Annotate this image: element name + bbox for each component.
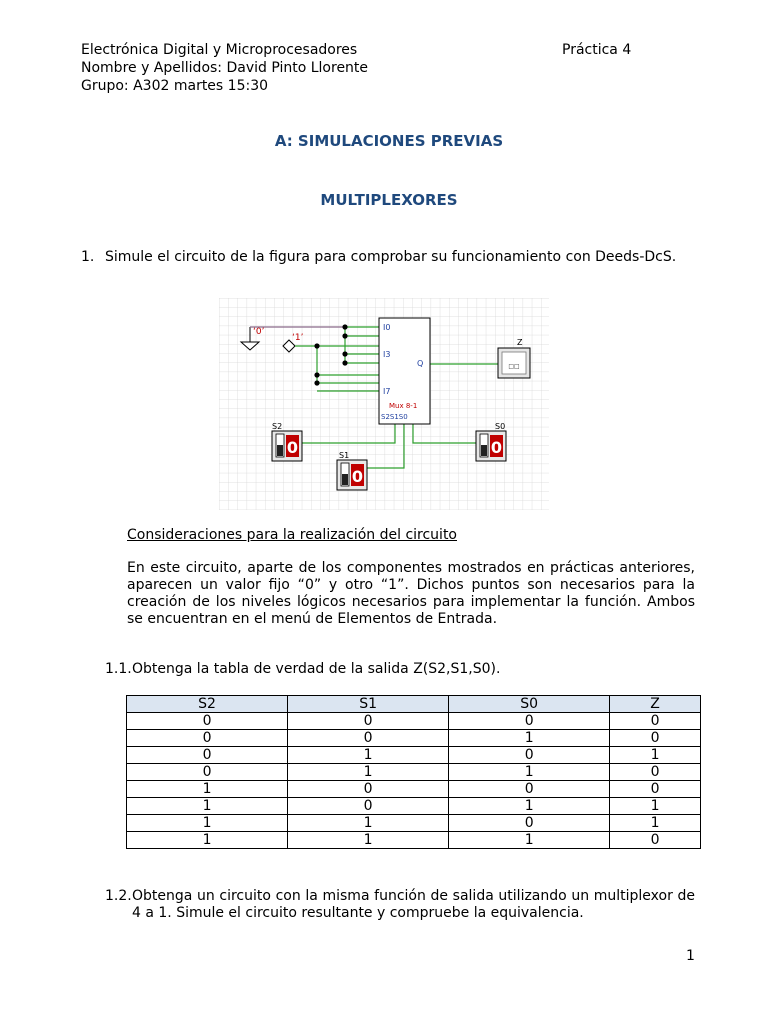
item1-text: Simule el circuito de la figura para comprobar su funcionamiento con Deeds-DcS. [105, 249, 677, 265]
header-z: Z [610, 696, 701, 713]
truth-table [126, 695, 701, 849]
cell-s0: 0 [449, 781, 610, 798]
mux-input-i7: I7 [383, 387, 391, 396]
cell-s1: 1 [288, 764, 449, 781]
cell-z: 1 [610, 798, 701, 815]
header-name: Nombre y Apellidos: David Pinto Llorente [81, 60, 369, 76]
cell-z: 0 [610, 781, 701, 798]
cell-s0: 1 [449, 764, 610, 781]
header-practice: Práctica 4 [562, 42, 632, 58]
table-row [127, 815, 701, 832]
cell-s1: 0 [288, 798, 449, 815]
cell-s1: 1 [288, 747, 449, 764]
cell-s0: 1 [449, 832, 610, 849]
cell-z: 1 [610, 815, 701, 832]
switch-s2-value: 0 [286, 438, 299, 457]
header-course: Electrónica Digital y Microprocesadores [81, 42, 358, 58]
switch-s2-label: S2 [272, 422, 283, 431]
cell-s1: 1 [288, 815, 449, 832]
cell-s0: 0 [449, 815, 610, 832]
cell-s1: 0 [288, 781, 449, 798]
cell-z: 1 [610, 747, 701, 764]
mux-input-i0: I0 [383, 323, 391, 332]
q11-number: 1.1. [105, 661, 132, 677]
table-row [127, 713, 701, 730]
cell-s0: 0 [449, 747, 610, 764]
cell-s2: 1 [127, 832, 288, 849]
cell-s2: 0 [127, 730, 288, 747]
table-row [127, 798, 701, 815]
table-row [127, 747, 701, 764]
q12-text: Obtenga un circuito con la misma función de salida utilizando un multiplexor de 4 a 1. Simule el circuito resultante y compruebe la equivalencia. [132, 888, 695, 921]
header-group: Grupo: A302 martes 15:30 [81, 78, 269, 94]
header-s2: S2 [127, 696, 288, 713]
cell-s0: 1 [449, 730, 610, 747]
cell-z: 0 [610, 713, 701, 730]
table-row [127, 781, 701, 798]
table-row [127, 764, 701, 781]
output-display-value: □□ [508, 363, 520, 370]
mux-name: Mux 8-1 [389, 402, 418, 410]
switch-s1-value: 0 [351, 467, 364, 486]
q11-text: Obtenga la tabla de verdad de la salida Z(S2,S1,S0). [132, 661, 501, 677]
cell-z: 0 [610, 730, 701, 747]
header-s1: S1 [288, 696, 449, 713]
cell-s1: 0 [288, 730, 449, 747]
cell-s2: 0 [127, 713, 288, 730]
table-row [127, 730, 701, 747]
header-s0: S0 [449, 696, 610, 713]
mux-select-labels: S2S1S0 [381, 413, 408, 421]
mux-input-i3: I3 [383, 350, 391, 359]
cell-s0: 0 [449, 713, 610, 730]
considerations-title: Consideraciones para la realización del circuito [127, 527, 457, 543]
const-one-label: ‘1’ [292, 333, 304, 343]
cell-s0: 1 [449, 798, 610, 815]
truth-table-header-row [127, 696, 701, 713]
cell-z: 0 [610, 832, 701, 849]
const-zero-label: ‘0’ [253, 327, 265, 337]
switch-s0-label: S0 [495, 422, 506, 431]
q12-number: 1.2. [105, 888, 132, 904]
cell-z: 0 [610, 764, 701, 781]
considerations-paragraph: En este circuito, aparte de los componentes mostrados en prácticas anteriores, aparecen un valor fijo “0” y otro “1”. Dichos puntos son necesarios para la creación de los niveles lógicos necesarios para implementar la función. Ambos se encuentran en el menú de Elementos de Entrada. [127, 560, 695, 627]
subsection-title: MULTIPLEXORES [320, 191, 458, 209]
cell-s2: 1 [127, 798, 288, 815]
cell-s1: 1 [288, 832, 449, 849]
section-title: A: SIMULACIONES PREVIAS [274, 132, 504, 150]
mux-output-q: Q [417, 359, 424, 368]
output-z-label: Z [517, 338, 523, 347]
page-number: 1 [686, 948, 695, 964]
cell-s2: 0 [127, 764, 288, 781]
circuit-diagram [219, 298, 549, 510]
table-row [127, 832, 701, 849]
cell-s2: 0 [127, 747, 288, 764]
cell-s2: 1 [127, 781, 288, 798]
cell-s1: 0 [288, 713, 449, 730]
switch-s1-label: S1 [339, 451, 350, 460]
switch-s0-value: 0 [490, 438, 503, 457]
item1-number: 1. [81, 249, 95, 265]
cell-s2: 1 [127, 815, 288, 832]
